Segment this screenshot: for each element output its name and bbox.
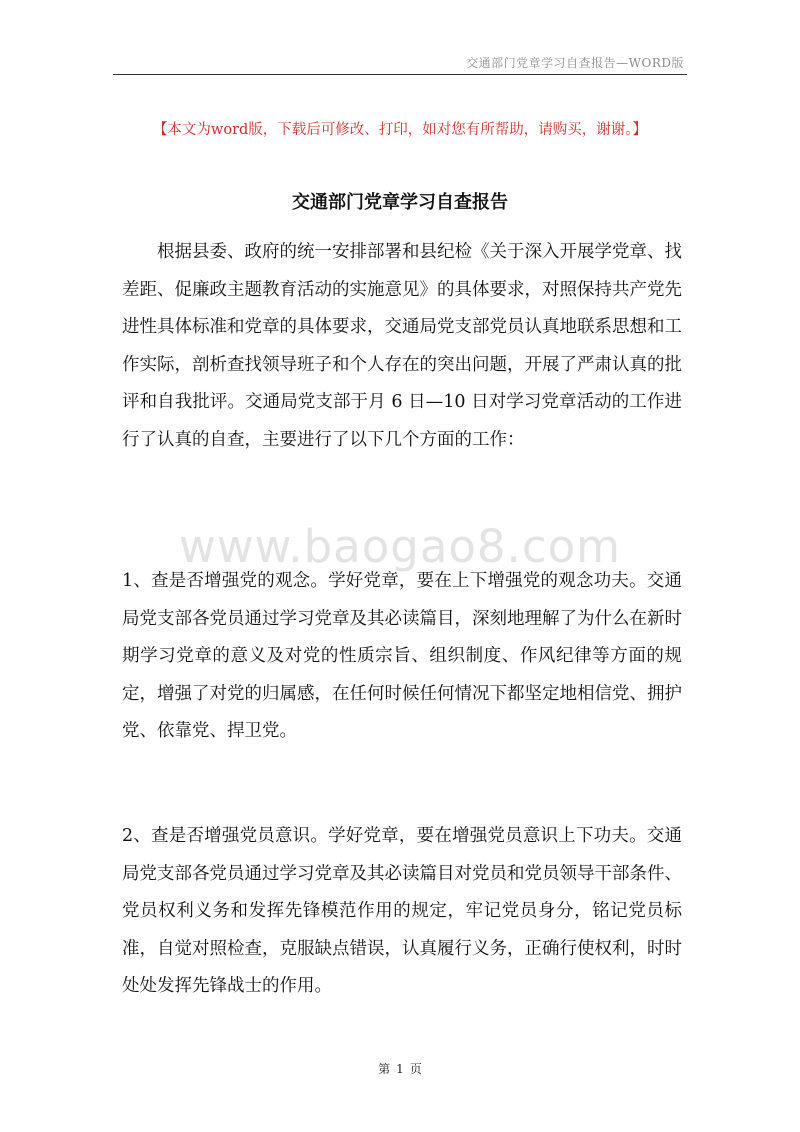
- site-watermark: www.baogao8.com: [179, 520, 621, 573]
- page-number: 1: [396, 1062, 404, 1076]
- purchase-notice: 【本文为word版，下载后可修改、打印，如对您有所帮助，请购买，谢谢。】: [152, 122, 648, 138]
- section-paragraph-2: 2、查是否增强党员意识。学好党章，要在增强党员意识上下功夫。交通局党支部各党员通过学习党章及其必读篇目对党员和党员领导干部条件、党员权利义务和发挥先锋模范作用的规定，牢记党员身分，铭记党员标准，自觉对照检查，克服缺点错误，认真履行义务，正确行使权利，时时处处发挥先锋战士的作用。: [122, 826, 682, 996]
- page-footer: [0, 1060, 800, 1077]
- intro-paragraph: 根据县委、政府的统一安排部署和县纪检《关于深入开展学党章、找差距、促廉政主题教育活动的实施意见》的具体要求，对照保持共产党先进性具体标准和党章的具体要求，交通局党支部党员认真地联系思想和工作实际，剖析查找领导班子和个人存在的突出问题，开展了严肃认真的批评和自我批评。交通局党支部于月 6 日—10 日对学习党章活动的工作进行了认真的自查，主要进行了以下几个方面的工作：: [122, 242, 682, 450]
- footer-suffix: 页: [409, 1062, 422, 1076]
- document-title: 交通部门党章学习自查报告: [292, 192, 508, 214]
- footer-prefix: 第: [378, 1062, 391, 1076]
- section-paragraph-1: 1、查是否增强党的观念。学好党章，要在上下增强党的观念功夫。交通局党支部各党员通过学习党章及其必读篇目，深刻地理解了为什么在新时期学习党章的意义及对党的性质宗旨、组织制度、作风纪律等方面的规定，增强了对党的归属感，在任何时候任何情况下都坚定地相信党、拥护党、依靠党、捍卫党。: [122, 571, 682, 741]
- header-divider: [113, 74, 687, 75]
- running-header: 交通部门党章学习自查报告—WORD版: [466, 56, 684, 70]
